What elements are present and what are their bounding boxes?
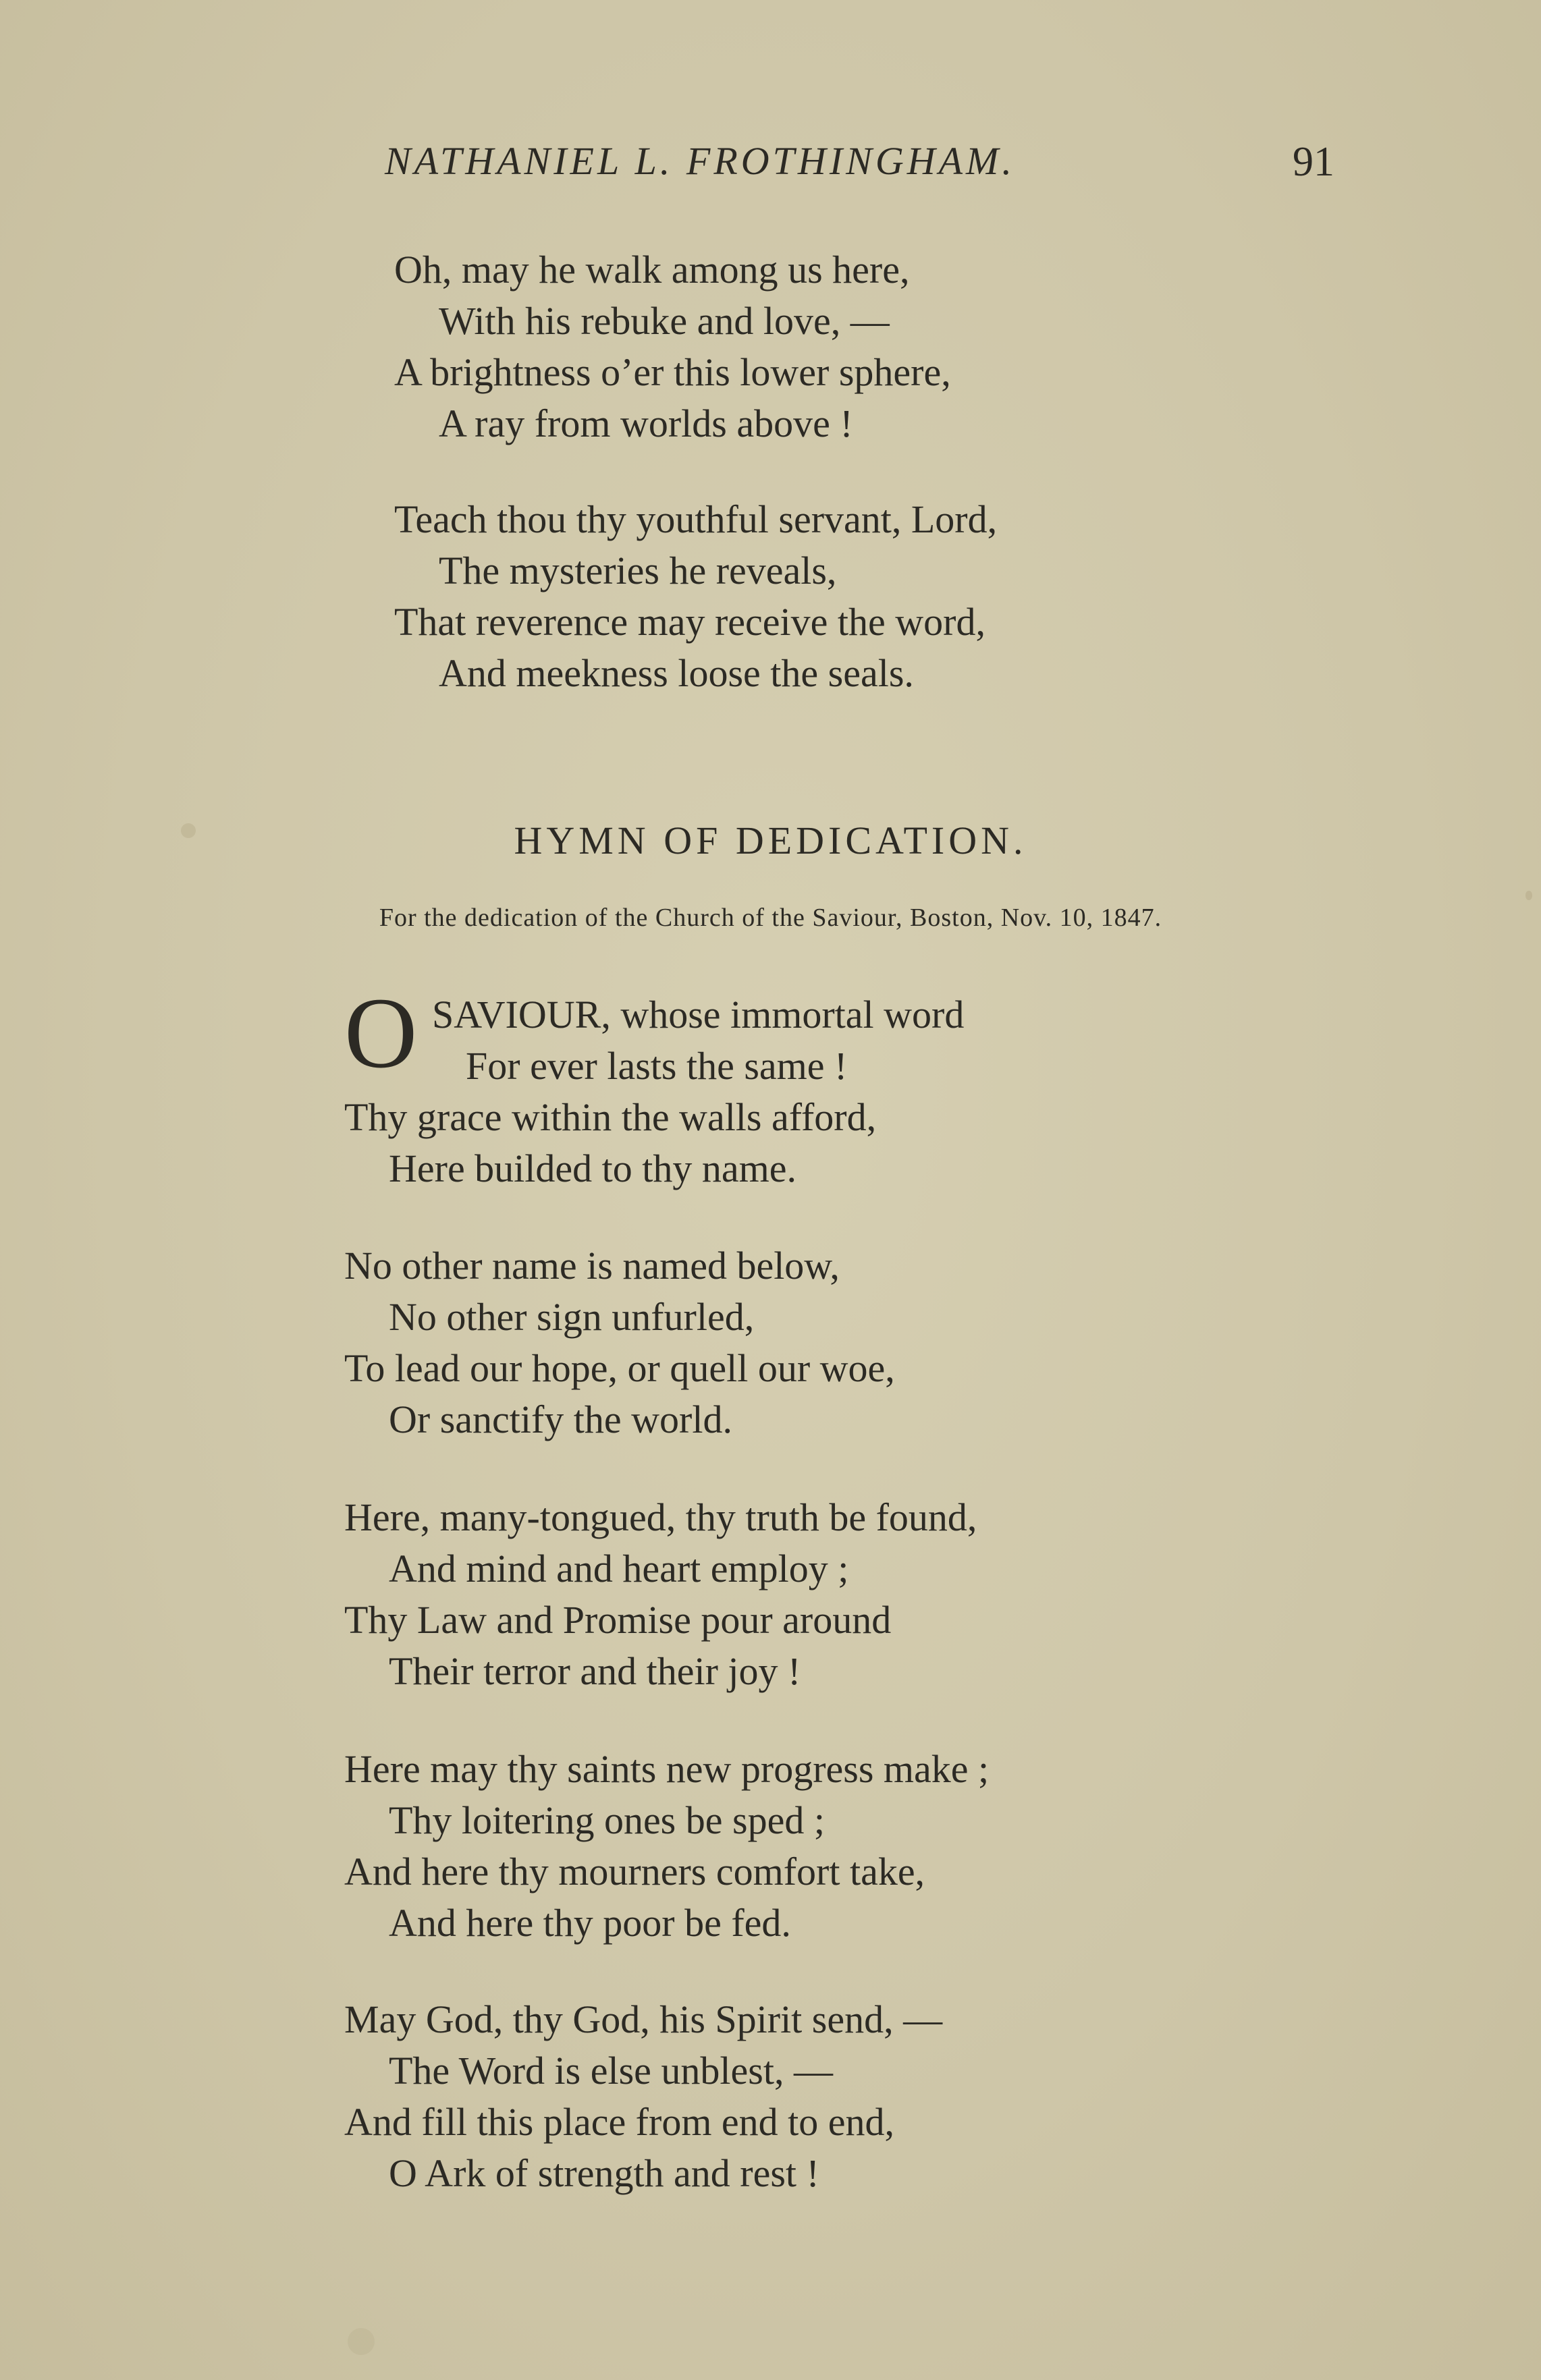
poem-line: No other name is named below, — [344, 1244, 840, 1288]
poem-line: SAVIOUR, whose immortal word — [432, 993, 965, 1036]
paper-speck — [181, 823, 196, 838]
page-number: 91 — [1293, 139, 1334, 185]
poem-line: O Ark of strength and rest ! — [389, 2151, 819, 2195]
poem-line: Here, many-tongued, thy truth be found, — [344, 1495, 977, 1539]
poem-line: And here thy mourners comfort take, — [344, 1850, 925, 1893]
hymn-stanza-1-top — [432, 989, 964, 1092]
poem-line: And fill this place from end to end, — [344, 2100, 895, 2144]
poem-line: And meekness loose the seals. — [439, 651, 914, 695]
poem-line: A brightness o’er this lower sphere, — [394, 350, 951, 394]
poem-line: Thy loitering ones be sped ; — [389, 1798, 825, 1842]
poem-line: A ray from worlds above ! — [439, 402, 853, 445]
poem-line: With his rebuke and love, — — [439, 299, 890, 343]
hymn-stanza-1-bottom — [344, 1092, 876, 1194]
hymn-stanza-3 — [344, 1492, 977, 1697]
hymn-stanza-2 — [344, 1240, 895, 1445]
poem-line: The mysteries he reveals, — [439, 549, 837, 592]
poem-line: Here builded to thy name. — [389, 1146, 796, 1190]
drop-cap: O — [344, 977, 418, 1089]
paper-speck — [1525, 891, 1532, 900]
poem-line: Thy Law and Promise pour around — [344, 1598, 892, 1642]
poem-line: For ever lasts the same ! — [466, 1044, 848, 1088]
hymn-title: HYMN OF DEDICATION. — [514, 819, 1027, 862]
poem-line: Oh, may he walk among us here, — [394, 248, 910, 292]
paper-speck — [348, 2328, 375, 2355]
poem-line: No other sign unfurled, — [389, 1295, 755, 1339]
poem-line: Or sanctify the world. — [389, 1397, 732, 1441]
hymn-stanza-4 — [344, 1744, 989, 1949]
poem-line: To lead our hope, or quell our woe, — [344, 1346, 895, 1390]
hymn-stanza-5 — [344, 1994, 942, 2199]
continued-stanza-2 — [394, 494, 997, 699]
poem-line: Their terror and their joy ! — [389, 1649, 801, 1693]
hymn-subtitle: For the dedication of the Church of the Saviour, Boston, Nov. 10, 1847. — [379, 904, 1162, 932]
continued-stanza-1 — [394, 244, 951, 449]
poem-line: And mind and heart employ ; — [389, 1547, 849, 1590]
poem-line: That reverence may receive the word, — [394, 600, 985, 644]
poem-line: The Word is else unblest, — — [389, 2049, 833, 2093]
poem-line: And here thy poor be fed. — [389, 1901, 791, 1945]
poem-line: Here may thy saints new progress make ; — [344, 1747, 990, 1791]
poem-line: Teach thou thy youthful servant, Lord, — [394, 497, 998, 541]
poem-line: May God, thy God, his Spirit send, — — [344, 1997, 943, 2041]
poem-line: Thy grace within the walls afford, — [344, 1095, 877, 1139]
running-header: NATHANIEL L. FROTHINGHAM. — [385, 139, 1015, 183]
